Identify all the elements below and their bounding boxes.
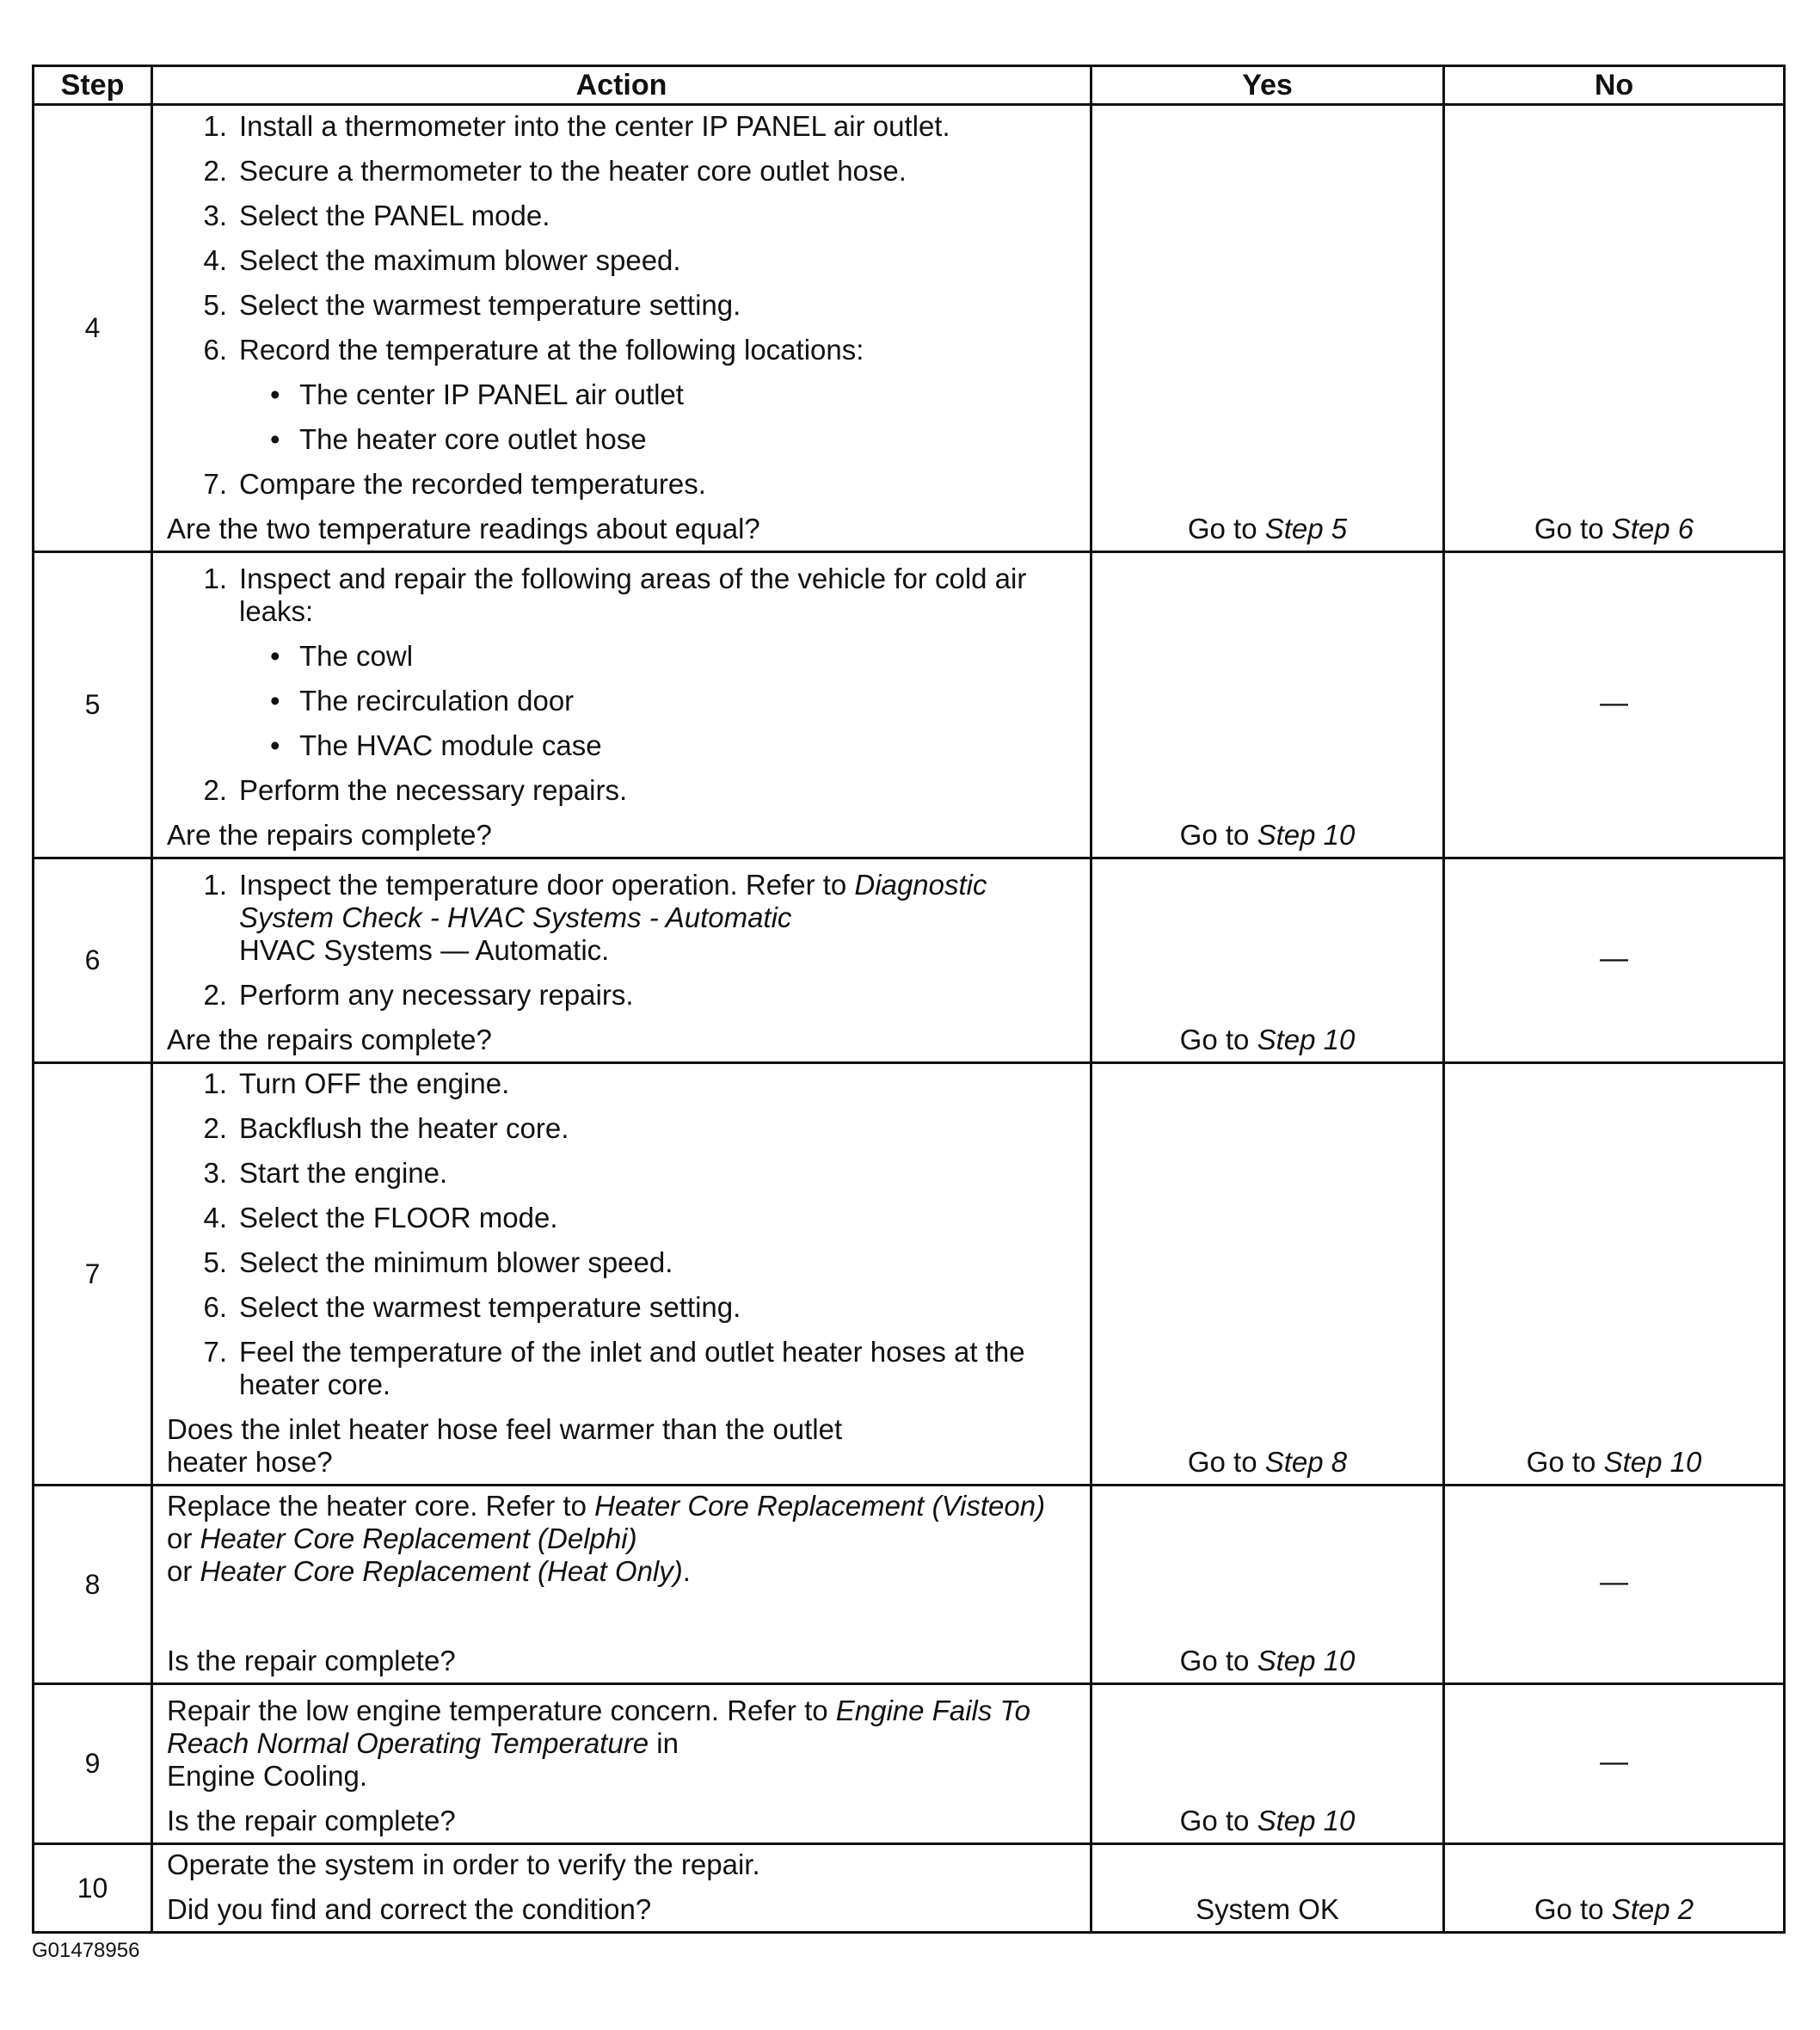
table-row (34, 1063, 1785, 1486)
action-item: 1. Install a thermometer into the center IP PANEL air outlet. (203, 110, 950, 142)
action-item: 3. Start the engine. (203, 1157, 448, 1189)
question-text: Does the inlet heater hose feel warmer than the outlet heater hose? (167, 1413, 843, 1478)
question-text: Are the repairs complete? (167, 819, 492, 851)
no-cell: — (1444, 1684, 1785, 1844)
action-text: Operate the system in order to verify the repair. (167, 1849, 760, 1880)
table-header-row (34, 66, 1785, 105)
action-item: 4. Select the maximum blower speed. (203, 244, 681, 276)
action-cell (152, 858, 1091, 1063)
no-cell: — (1444, 552, 1785, 858)
header-yes: Yes (1091, 66, 1444, 105)
no-cell: Go to Step 6 (1444, 105, 1785, 552)
step-number: 4 (34, 105, 152, 552)
action-item: 7. Compare the recorded temperatures. (203, 468, 706, 500)
action-text: Replace the heater core. Refer to Heater Core Replacement (Visteon) or Heater Core Replacement (Delphi) or Heater Core Replacement (Heat Only). (167, 1490, 1046, 1587)
yes-cell: Go to Step 5 (1091, 105, 1444, 552)
bullet-item: • The center IP PANEL air outlet (270, 378, 684, 410)
question-text: Is the repair complete? (167, 1805, 456, 1836)
action-item: 2. Perform any necessary repairs. (203, 979, 634, 1011)
table-row (34, 552, 1785, 858)
reference-link: Heater Core Replacement (Visteon) (594, 1490, 1046, 1522)
yes-cell: Go to Step 10 (1091, 1486, 1444, 1684)
step-number: 8 (34, 1486, 152, 1684)
diagnostic-table-container (32, 65, 1783, 1934)
no-cell: — (1444, 1486, 1785, 1684)
yes-cell: Go to Step 10 (1091, 1684, 1444, 1844)
step-number: 7 (34, 1063, 152, 1486)
header-step: Step (34, 66, 152, 105)
table-row (34, 105, 1785, 552)
diagnostic-table (32, 65, 1786, 1934)
action-item: 6. Record the temperature at the following locations: (203, 334, 864, 366)
bullet-item: • The recirculation door (270, 685, 575, 717)
question-text: Is the repair complete? (167, 1645, 456, 1676)
action-item: 2. Secure a thermometer to the heater core outlet hose. (203, 155, 907, 187)
action-item: 2. Backflush the heater core. (203, 1112, 569, 1144)
bullet-item: • The HVAC module case (270, 729, 602, 761)
reference-link: Heater Core Replacement (Delphi) (200, 1522, 637, 1554)
yes-cell: Go to Step 10 (1091, 552, 1444, 858)
yes-cell: System OK (1091, 1844, 1444, 1933)
reference-link: Diagnostic System Check - HVAC Systems - Automatic (239, 869, 987, 933)
bullet-item: • The heater core outlet hose (270, 423, 647, 455)
no-cell: Go to Step 10 (1444, 1063, 1785, 1486)
table-row (34, 858, 1785, 1063)
no-cell: Go to Step 2 (1444, 1844, 1785, 1933)
action-item: 5. Select the minimum blower speed. (203, 1246, 673, 1278)
action-cell (152, 105, 1091, 552)
step-number: 6 (34, 858, 152, 1063)
action-item: 7. Feel the temperature of the inlet and outlet heater hoses at the heater core. (203, 1336, 1025, 1400)
action-item: 5. Select the warmest temperature setting. (203, 289, 741, 321)
action-item: 4. Select the FLOOR mode. (203, 1202, 558, 1233)
action-item: 2. Perform the necessary repairs. (203, 774, 628, 806)
reference-link: Engine Fails To Reach Normal Operating Temperature (167, 1695, 1031, 1759)
table-row (34, 1844, 1785, 1933)
action-cell (152, 1063, 1091, 1486)
table-row (34, 1486, 1785, 1684)
header-action: Action (152, 66, 1091, 105)
action-cell (152, 1486, 1091, 1684)
action-cell (152, 1844, 1091, 1933)
action-cell (152, 1684, 1091, 1844)
figure-id: G01478956 (32, 1939, 140, 1962)
header-no: No (1444, 66, 1785, 105)
action-item: 3. Select the PANEL mode. (203, 200, 550, 231)
no-cell: — (1444, 858, 1785, 1063)
action-cell (152, 552, 1091, 858)
action-item: 1. Turn OFF the engine. (203, 1067, 510, 1099)
action-item: 1. Inspect the temperature door operation. Refer to Diagnostic System Check - HVAC Systems - Automatic HVAC Systems — Automatic. (203, 869, 987, 966)
question-text: Are the two temperature readings about equal? (167, 513, 760, 544)
step-number: 9 (34, 1684, 152, 1844)
question-text: Are the repairs complete? (167, 1024, 492, 1055)
step-number: 5 (34, 552, 152, 858)
yes-cell: Go to Step 10 (1091, 858, 1444, 1063)
question-text: Did you find and correct the condition? (167, 1893, 652, 1925)
step-number: 10 (34, 1844, 152, 1933)
action-item: 1. Inspect and repair the following areas of the vehicle for cold air leaks: (203, 563, 1027, 627)
bullet-item: • The cowl (270, 640, 414, 672)
action-item: 6. Select the warmest temperature setting. (203, 1291, 741, 1323)
action-text: Repair the low engine temperature concern. Refer to Engine Fails To Reach Normal Operating Temperature in Engine Cooling. (167, 1695, 1031, 1792)
table-row (34, 1684, 1785, 1844)
reference-link: Heater Core Replacement (Heat Only) (200, 1555, 683, 1587)
yes-cell: Go to Step 8 (1091, 1063, 1444, 1486)
